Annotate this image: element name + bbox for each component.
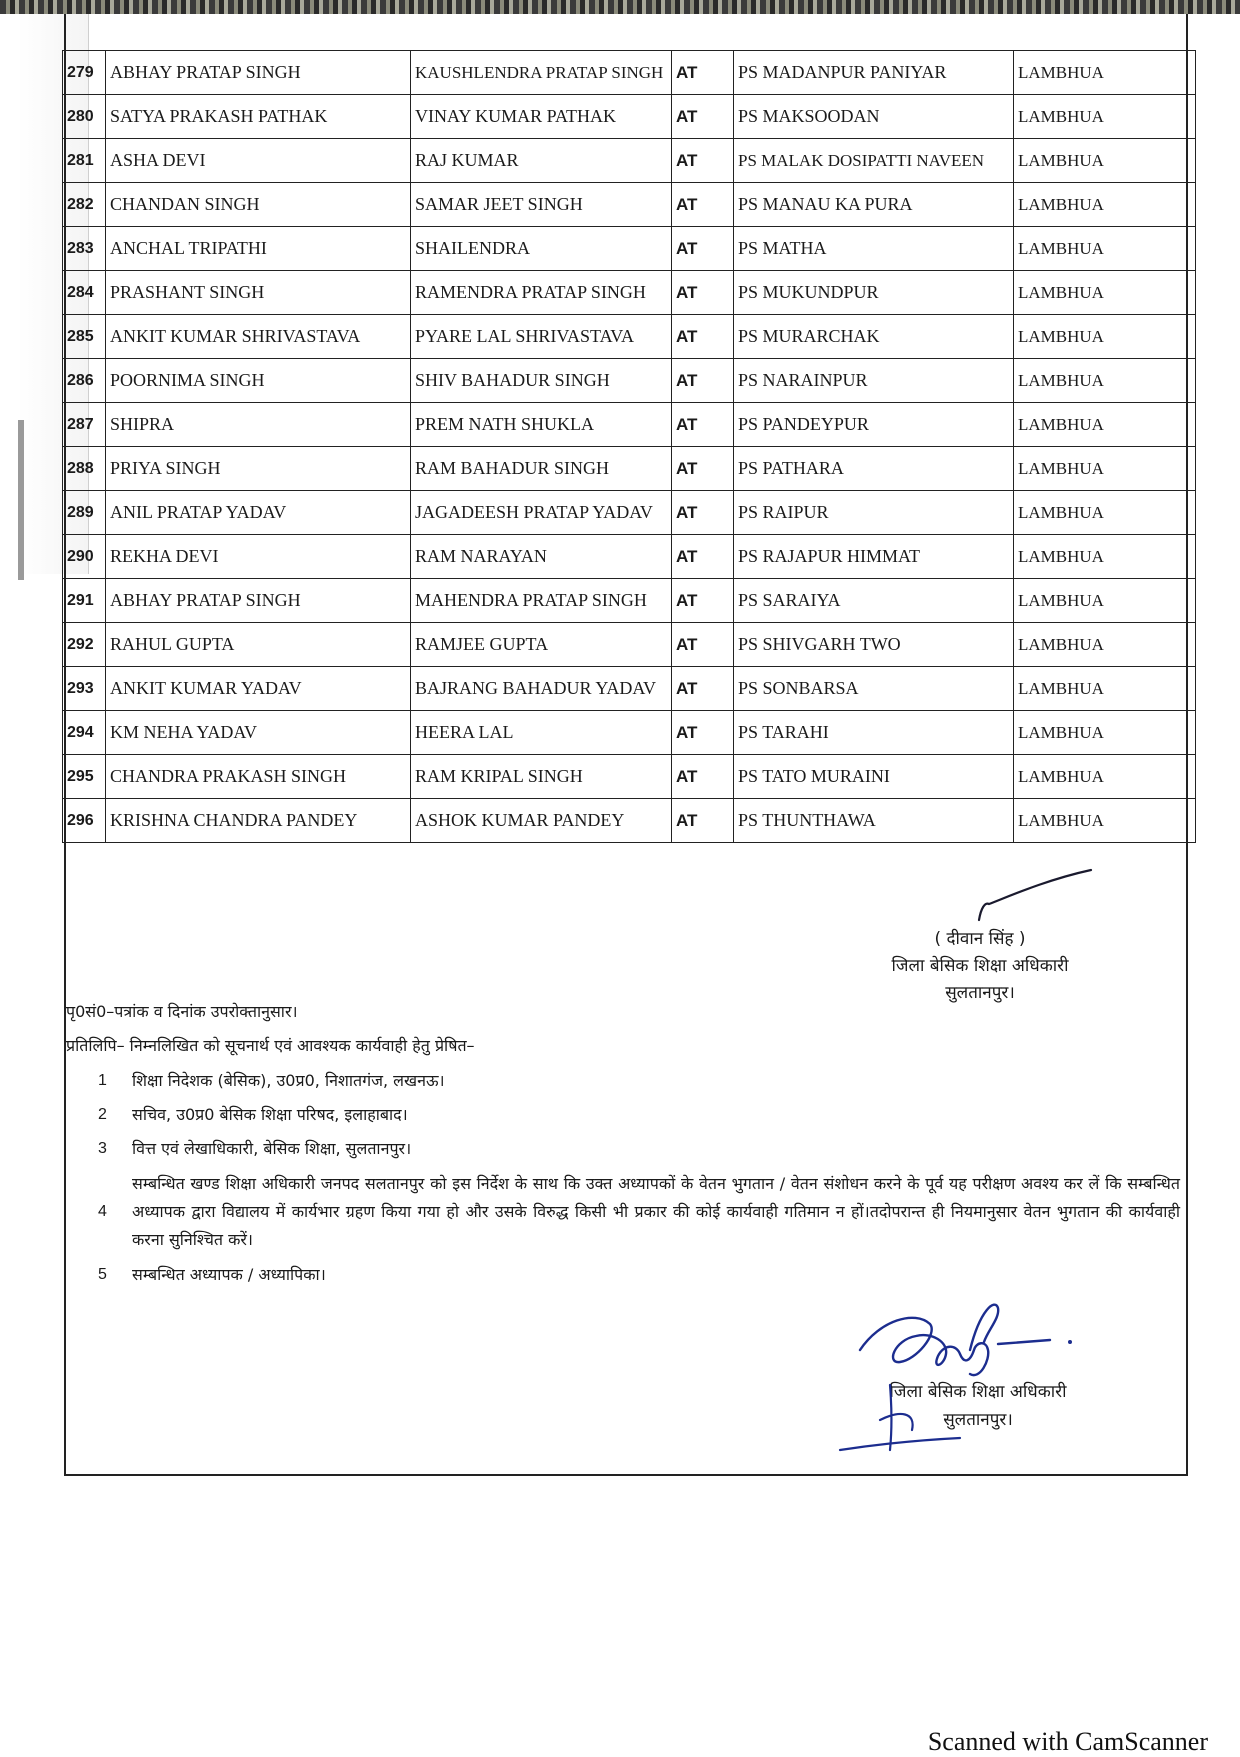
teacher-name-cell: ANKIT KUMAR YADAV: [106, 667, 411, 711]
status-cell: AT: [672, 315, 734, 359]
serial-number-cell: 292: [63, 623, 106, 667]
father-name-cell: PREM NATH SHUKLA: [411, 403, 672, 447]
status-cell: AT: [672, 755, 734, 799]
serial-number-cell: 285: [63, 315, 106, 359]
block-name-cell: LAMBHUA: [1014, 535, 1196, 579]
father-name-cell: KAUSHLENDRA PRATAP SINGH: [411, 51, 672, 95]
block-name-cell: LAMBHUA: [1014, 579, 1196, 623]
serial-number-cell: 291: [63, 579, 106, 623]
school-name-cell: PS PATHARA: [734, 447, 1014, 491]
teacher-name-cell: CHANDRA PRAKASH SINGH: [106, 755, 411, 799]
father-name-cell: HEERA LAL: [411, 711, 672, 755]
school-name-cell: PS THUNTHAWA: [734, 799, 1014, 843]
table-row: [63, 799, 1196, 843]
teacher-name-cell: ANIL PRATAP YADAV: [106, 491, 411, 535]
serial-number-cell: 281: [63, 139, 106, 183]
teacher-name-cell: ANKIT KUMAR SHRIVASTAVA: [106, 315, 411, 359]
teacher-name-cell: REKHA DEVI: [106, 535, 411, 579]
block-name-cell: LAMBHUA: [1014, 403, 1196, 447]
school-name-cell: PS MURARCHAK: [734, 315, 1014, 359]
status-cell: AT: [672, 359, 734, 403]
father-name-cell: RAJ KUMAR: [411, 139, 672, 183]
item-number: 2: [98, 1106, 107, 1123]
block-name-cell: LAMBHUA: [1014, 315, 1196, 359]
block-name-cell: LAMBHUA: [1014, 183, 1196, 227]
serial-number-cell: 287: [63, 403, 106, 447]
school-name-cell: PS PANDEYPUR: [734, 403, 1014, 447]
school-name-cell: PS MANAU KA PURA: [734, 183, 1014, 227]
item-text: सम्बन्धित अध्यापक / अध्यापिका।: [132, 1265, 326, 1284]
teacher-name-cell: CHANDAN SINGH: [106, 183, 411, 227]
reference-line: पृ0सं0–पत्रांक व दिनांक उपरोक्तानुसार।: [66, 1002, 298, 1021]
teacher-name-cell: SHIPRA: [106, 403, 411, 447]
footer-signature-mark: [820, 1290, 1140, 1460]
school-name-cell: PS MUKUNDPUR: [734, 271, 1014, 315]
father-name-cell: RAM KRIPAL SINGH: [411, 755, 672, 799]
block-name-cell: LAMBHUA: [1014, 95, 1196, 139]
serial-number-cell: 294: [63, 711, 106, 755]
father-name-cell: PYARE LAL SHRIVASTAVA: [411, 315, 672, 359]
serial-number-cell: 289: [63, 491, 106, 535]
footer-designation: जिला बेसिक शिक्षा अधिकारी: [889, 1382, 1067, 1402]
status-cell: AT: [672, 403, 734, 447]
table-row: [63, 711, 1196, 755]
school-name-cell: PS MADANPUR PANIYAR: [734, 51, 1014, 95]
table-row: [63, 491, 1196, 535]
block-name-cell: LAMBHUA: [1014, 359, 1196, 403]
serial-number-cell: 295: [63, 755, 106, 799]
status-cell: AT: [672, 623, 734, 667]
item-number: 3: [98, 1140, 107, 1157]
teacher-name-cell: KM NEHA YADAV: [106, 711, 411, 755]
teacher-name-cell: ABHAY PRATAP SINGH: [106, 51, 411, 95]
block-name-cell: LAMBHUA: [1014, 799, 1196, 843]
status-cell: AT: [672, 51, 734, 95]
serial-number-cell: 293: [63, 667, 106, 711]
item-text: वित्त एवं लेखाधिकारी, बेसिक शिक्षा, सुलतानपुर।: [132, 1139, 412, 1158]
serial-number-cell: 290: [63, 535, 106, 579]
serial-number-cell: 282: [63, 183, 106, 227]
signatory-place: सुलतानपुर।: [945, 983, 1015, 1003]
table-row: [63, 579, 1196, 623]
item-number: 1: [98, 1072, 107, 1089]
teacher-name-cell: RAHUL GUPTA: [106, 623, 411, 667]
father-name-cell: SAMAR JEET SINGH: [411, 183, 672, 227]
copy-intro: प्रतिलिपि– निम्नलिखित को सूचनार्थ एवं आवश्यक कार्यवाही हेतु प्रेषित–: [66, 1036, 475, 1055]
school-name-cell: PS SARAIYA: [734, 579, 1014, 623]
father-name-cell: RAM NARAYAN: [411, 535, 672, 579]
status-cell: AT: [672, 271, 734, 315]
status-cell: AT: [672, 799, 734, 843]
table-row: [63, 359, 1196, 403]
teacher-name-cell: ANCHAL TRIPATHI: [106, 227, 411, 271]
block-name-cell: LAMBHUA: [1014, 51, 1196, 95]
school-name-cell: PS SONBARSA: [734, 667, 1014, 711]
table-row: [63, 535, 1196, 579]
block-name-cell: LAMBHUA: [1014, 667, 1196, 711]
father-name-cell: BAJRANG BAHADUR YADAV: [411, 667, 672, 711]
school-name-cell: PS MATHA: [734, 227, 1014, 271]
table-row: [63, 755, 1196, 799]
block-name-cell: LAMBHUA: [1014, 623, 1196, 667]
father-name-cell: ASHOK KUMAR PANDEY: [411, 799, 672, 843]
block-name-cell: LAMBHUA: [1014, 711, 1196, 755]
father-name-cell: JAGADEESH PRATAP YADAV: [411, 491, 672, 535]
table-row: [63, 95, 1196, 139]
block-name-cell: LAMBHUA: [1014, 271, 1196, 315]
father-name-cell: RAMJEE GUPTA: [411, 623, 672, 667]
table-row: [63, 51, 1196, 95]
serial-number-cell: 288: [63, 447, 106, 491]
status-cell: AT: [672, 95, 734, 139]
serial-number-cell: 283: [63, 227, 106, 271]
school-name-cell: PS MALAK DOSIPATTI NAVEEN: [734, 139, 1014, 183]
block-name-cell: LAMBHUA: [1014, 491, 1196, 535]
status-cell: AT: [672, 491, 734, 535]
table-row: [63, 623, 1196, 667]
teacher-name-cell: ASHA DEVI: [106, 139, 411, 183]
school-name-cell: PS TARAHI: [734, 711, 1014, 755]
table-row: [63, 667, 1196, 711]
table-row: [63, 271, 1196, 315]
block-name-cell: LAMBHUA: [1014, 139, 1196, 183]
scan-top-edge: [0, 0, 1240, 14]
school-name-cell: PS RAJAPUR HIMMAT: [734, 535, 1014, 579]
teacher-name-cell: KRISHNA CHANDRA PANDEY: [106, 799, 411, 843]
teacher-name-cell: ABHAY PRATAP SINGH: [106, 579, 411, 623]
serial-number-cell: 280: [63, 95, 106, 139]
block-name-cell: LAMBHUA: [1014, 227, 1196, 271]
father-name-cell: RAMENDRA PRATAP SINGH: [411, 271, 672, 315]
father-name-cell: SHAILENDRA: [411, 227, 672, 271]
table-row: [63, 227, 1196, 271]
status-cell: AT: [672, 447, 734, 491]
school-name-cell: PS TATO MURAINI: [734, 755, 1014, 799]
signatory-designation: जिला बेसिक शिक्षा अधिकारी: [891, 956, 1069, 976]
item-number: 4: [98, 1203, 107, 1220]
list-item: [66, 1170, 1186, 1254]
status-cell: AT: [672, 139, 734, 183]
serial-number-cell: 296: [63, 799, 106, 843]
serial-number-cell: 284: [63, 271, 106, 315]
item-text: सचिव, उ0प्र0 बेसिक शिक्षा परिषद, इलाहाबाद।: [132, 1105, 408, 1124]
father-name-cell: MAHENDRA PRATAP SINGH: [411, 579, 672, 623]
list-item: [66, 1068, 1186, 1094]
school-name-cell: PS SHIVGARH TWO: [734, 623, 1014, 667]
item-number: 5: [98, 1266, 107, 1283]
list-item: [66, 1262, 1186, 1288]
table-body: [63, 51, 1196, 843]
school-name-cell: PS NARAINPUR: [734, 359, 1014, 403]
block-name-cell: LAMBHUA: [1014, 755, 1196, 799]
teacher-name-cell: PRIYA SINGH: [106, 447, 411, 491]
table-row: [63, 403, 1196, 447]
signatory-name: ( दीवान सिंह ): [934, 929, 1026, 949]
status-cell: AT: [672, 667, 734, 711]
teacher-name-cell: POORNIMA SINGH: [106, 359, 411, 403]
block-name-cell: LAMBHUA: [1014, 447, 1196, 491]
table-row: [63, 139, 1196, 183]
status-cell: AT: [672, 579, 734, 623]
school-name-cell: PS RAIPUR: [734, 491, 1014, 535]
father-name-cell: RAM BAHADUR SINGH: [411, 447, 672, 491]
teacher-list-table: [62, 50, 1196, 843]
father-name-cell: VINAY KUMAR PATHAK: [411, 95, 672, 139]
school-name-cell: PS MAKSOODAN: [734, 95, 1014, 139]
item-text: शिक्षा निदेशक (बेसिक), उ0प्र0, निशातगंज, लखनऊ।: [132, 1071, 445, 1090]
teacher-name-cell: SATYA PRAKASH PATHAK: [106, 95, 411, 139]
status-cell: AT: [672, 227, 734, 271]
table-row: [63, 315, 1196, 359]
serial-number-cell: 286: [63, 359, 106, 403]
page-edge-fold: [18, 420, 24, 580]
item-text: सम्बन्धित खण्ड शिक्षा अधिकारी जनपद सलतानपुर को इस निर्देश के साथ कि उक्त अध्यापकों के वेतन भुगतान / वेतन संशोधन करने के पूर्व यह परीक्षण अवश्य कर लें कि सम्बन्धित अध्यापक द्वारा विद्यालय में कार्यभार ग्रहण किया गया हो और उसके विरुद्ध किसी भी प्रकार की कोई कार्यवाही गतिमान न हों।तदोपरान्त ही नियमानुसार वेतन भुगतान की कार्यवाही करना सुनिश्चित करें।: [132, 1174, 1180, 1249]
footer-place: सुलतानपुर।: [943, 1410, 1013, 1430]
father-name-cell: SHIV BAHADUR SINGH: [411, 359, 672, 403]
camscanner-watermark: Scanned with CamScanner: [927, 1727, 1208, 1756]
teacher-name-cell: PRASHANT SINGH: [106, 271, 411, 315]
status-cell: AT: [672, 535, 734, 579]
copy-to-section: [66, 1000, 1186, 1296]
table-row: [63, 183, 1196, 227]
list-item: [66, 1102, 1186, 1128]
signature-mark: [975, 868, 1095, 924]
copy-recipient-list: [66, 1068, 1186, 1288]
list-item: [66, 1136, 1186, 1162]
status-cell: AT: [672, 711, 734, 755]
serial-number-cell: 279: [63, 51, 106, 95]
signatory-block: [860, 926, 1100, 1007]
table-row: [63, 447, 1196, 491]
status-cell: AT: [672, 183, 734, 227]
